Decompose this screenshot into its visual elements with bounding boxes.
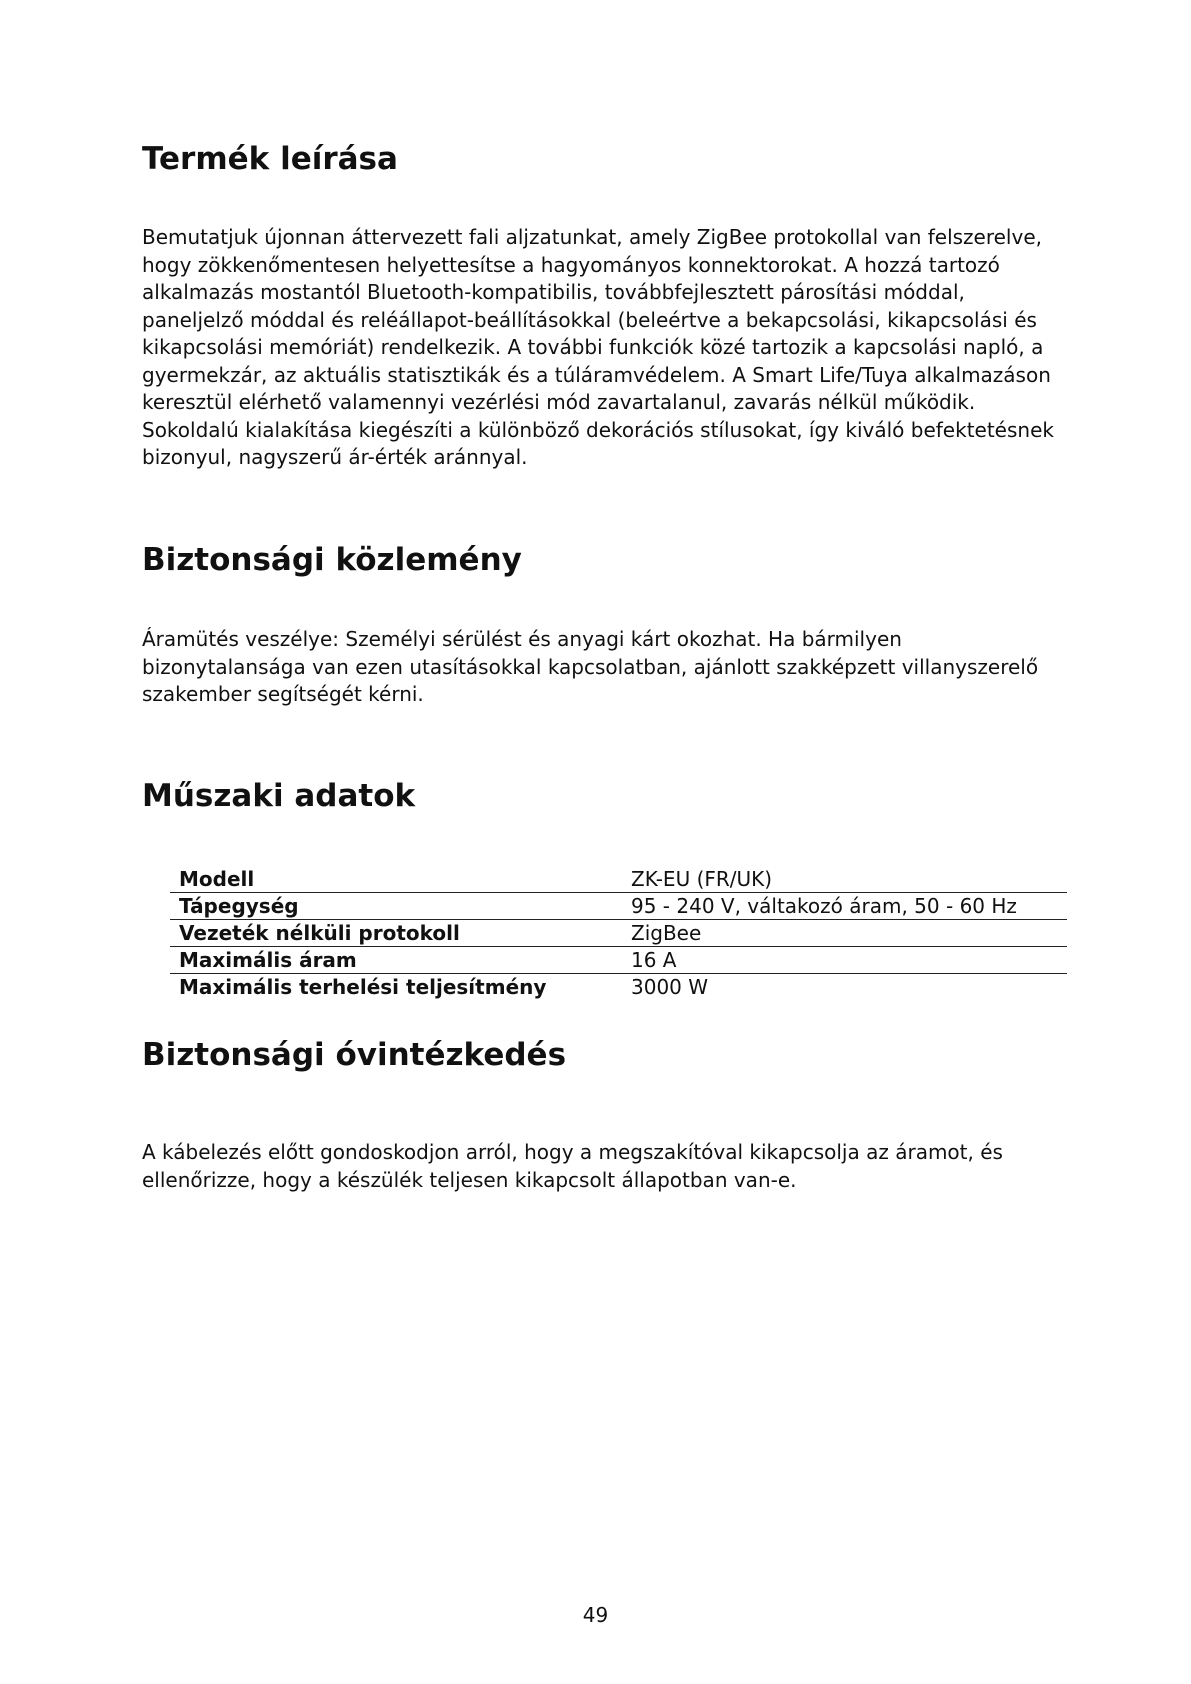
paragraph-safety-precaution bbox=[142, 1139, 1072, 1194]
text-line: kikapcsolási memóriát) rendelkezik. A további funkciók közé tartozik a kapcsolási napló, a bbox=[142, 335, 1044, 359]
technical-data-table bbox=[170, 866, 1067, 1000]
heading-safety-notice: Biztonsági közlemény bbox=[142, 542, 522, 578]
text-line: ellenőrizze, hogy a készülék teljesen kikapcsolt állapotban van-e. bbox=[142, 1167, 797, 1192]
text-line: Sokoldalú kialakítása kiegészíti a különböző dekorációs stílusokat, így kiváló befektetésnek bbox=[142, 417, 1054, 442]
spec-value: 16 A bbox=[622, 947, 1067, 974]
text-line: bizonytalansága van ezen utasításokkal kapcsolatban, ajánlott szakképzett villanyszerelő bbox=[142, 654, 1039, 679]
table-row bbox=[170, 920, 1067, 947]
spec-value: 95 - 240 V, váltakozó áram, 50 - 60 Hz bbox=[622, 893, 1067, 920]
spec-key: Maximális áram bbox=[170, 947, 622, 974]
text-line: szakember segítségét kérni. bbox=[142, 682, 424, 706]
text-line: keresztül elérhető valamennyi vezérlési mód zavartalanul, zavarás nélkül működik. bbox=[142, 390, 976, 414]
heading-safety-precaution: Biztonsági óvintézkedés bbox=[142, 1037, 567, 1073]
spec-value: ZK-EU (FR/UK) bbox=[631, 867, 773, 891]
spec-key: Maximális terhelési teljesítmény bbox=[170, 974, 622, 1001]
table-row bbox=[170, 974, 1067, 1001]
text-line: Bemutatjuk újonnan áttervezett fali aljzatunkat, amely ZigBee protokollal van felszerelve, bbox=[142, 225, 1042, 249]
table-row bbox=[170, 866, 1067, 893]
spec-key: Tápegység bbox=[170, 893, 622, 920]
spec-value: ZigBee bbox=[622, 920, 1067, 947]
heading-product-description: Termék leírása bbox=[142, 141, 398, 177]
paragraph-product-description bbox=[142, 224, 1072, 472]
spec-key: Vezeték nélküli protokoll bbox=[170, 920, 622, 947]
table-row bbox=[170, 947, 1067, 974]
text-line: Áramütés veszélye: Személyi sérülést és anyagi kárt okozhat. Ha bármilyen bbox=[142, 627, 902, 651]
text-line: hogy zökkenőmentesen helyettesítse a hagyományos konnektorokat. A hozzá tartozó bbox=[142, 252, 1000, 277]
text-line: gyermekzár, az aktuális statisztikák és a túláramvédelem. A Smart Life/Tuya alkalmazáson bbox=[142, 362, 1051, 387]
spec-value: 3000 W bbox=[622, 974, 1067, 1001]
text-line: A kábelezés előtt gondoskodjon arról, hogy a megszakítóval kikapcsolja az áramot, és bbox=[142, 1140, 1003, 1164]
spec-key: Modell bbox=[179, 867, 255, 891]
text-line: paneljelző móddal és reléállapot-beállításokkal (beleértve a bekapcsolási, kikapcsolási és bbox=[142, 307, 1037, 332]
page-number: 49 bbox=[582, 1603, 609, 1627]
text-line: bizonyul, nagyszerű ár-érték aránnyal. bbox=[142, 445, 528, 469]
text-line: alkalmazás mostantól Bluetooth-kompatibilis, továbbfejlesztett párosítási móddal, bbox=[142, 280, 965, 304]
heading-technical-data: Műszaki adatok bbox=[142, 778, 416, 814]
table-row bbox=[170, 893, 1067, 920]
paragraph-safety-notice bbox=[142, 626, 1072, 709]
